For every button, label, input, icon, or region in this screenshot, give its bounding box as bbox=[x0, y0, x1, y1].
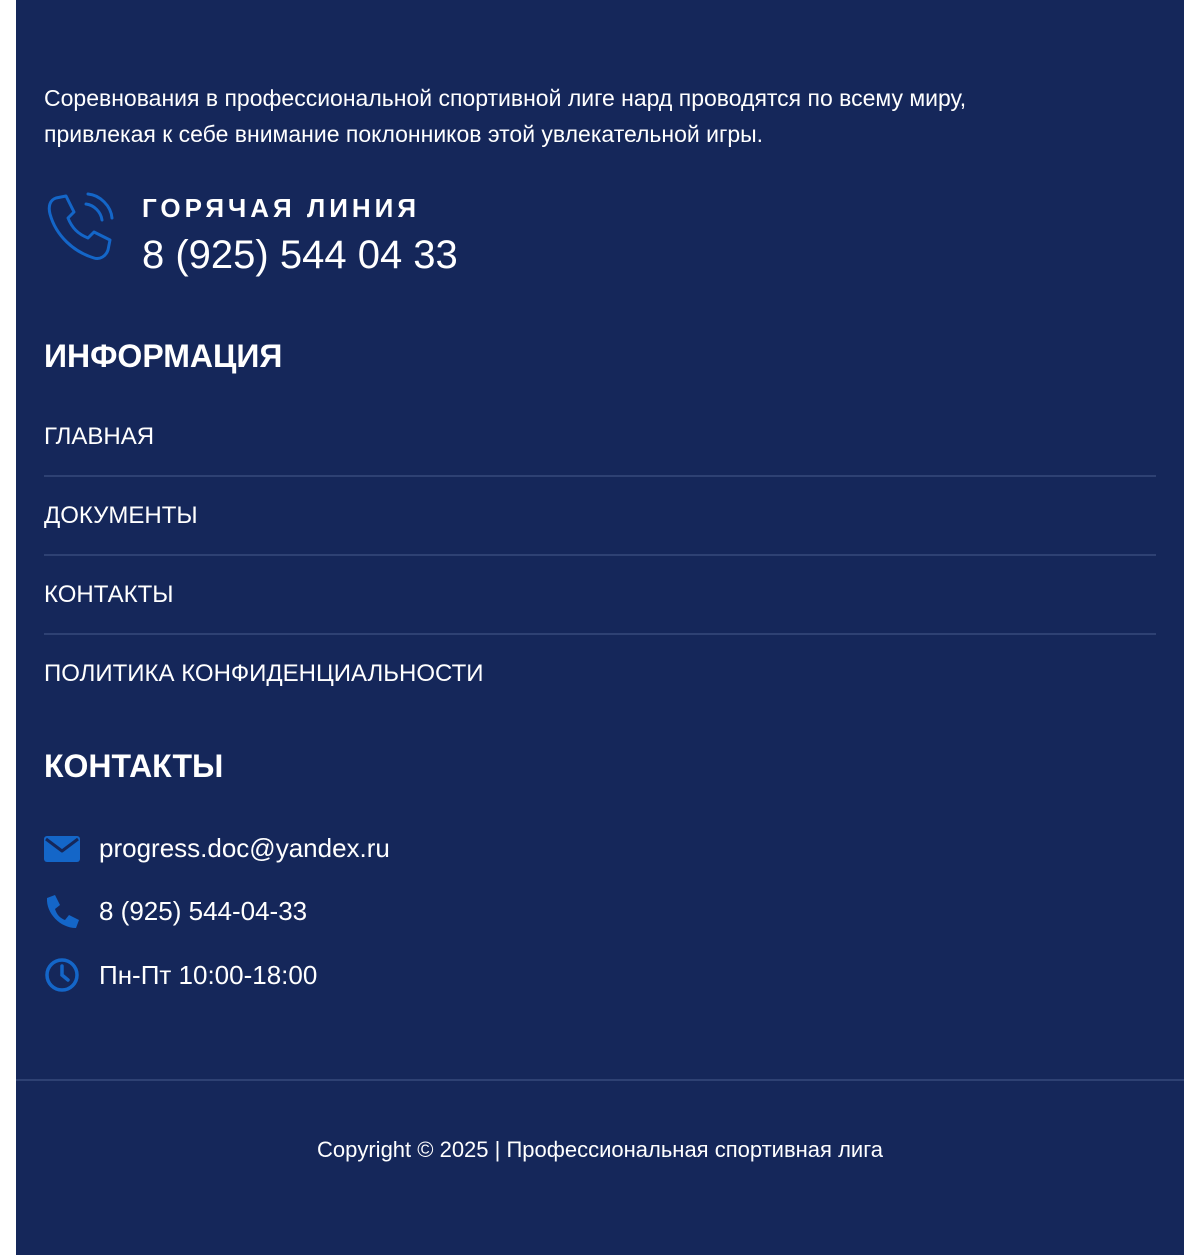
contacts-section-title: КОНТАКТЫ bbox=[44, 748, 224, 784]
contact-email[interactable] bbox=[44, 824, 644, 872]
site-footer bbox=[16, 0, 1184, 1255]
contact-hours-text: Пн-Пт 10:00-18:00 bbox=[99, 960, 318, 990]
contact-hours bbox=[44, 951, 644, 999]
phone-ringing-icon bbox=[44, 190, 116, 262]
menu-item-contacts[interactable]: КОНТАКТЫ bbox=[44, 556, 1156, 635]
menu-item-privacy-policy[interactable]: ПОЛИТИКА КОНФИДЕНЦИАЛЬНОСТИ bbox=[44, 660, 484, 687]
footer-divider bbox=[16, 1079, 1184, 1081]
contact-email-text[interactable]: progress.doc@yandex.ru bbox=[99, 833, 390, 863]
menu-item-documents[interactable]: ДОКУМЕНТЫ bbox=[44, 477, 1156, 556]
contact-phone[interactable] bbox=[44, 887, 644, 935]
hotline-number[interactable]: 8 (925) 544 04 33 bbox=[142, 233, 458, 277]
clock-icon bbox=[44, 957, 80, 993]
hotline-title: ГОРЯЧАЯ ЛИНИЯ bbox=[142, 193, 421, 223]
info-section-title: ИНФОРМАЦИЯ bbox=[44, 338, 283, 374]
contact-phone-text[interactable]: 8 (925) 544-04-33 bbox=[99, 896, 308, 926]
phone-icon bbox=[44, 893, 80, 929]
menu-item-home[interactable]: ГЛАВНАЯ bbox=[44, 398, 1156, 477]
hotline-block[interactable] bbox=[44, 190, 644, 280]
about-text: Соревнования в профессиональной спортивной лиге нард проводятся по всему миру, привлекая к себе внимание поклонников этой увлекательной игры. bbox=[44, 85, 967, 147]
envelope-icon bbox=[44, 830, 80, 866]
copyright-text: Copyright © 2025 | Профессиональная спортивная лига bbox=[317, 1137, 883, 1162]
info-menu bbox=[44, 398, 1156, 712]
